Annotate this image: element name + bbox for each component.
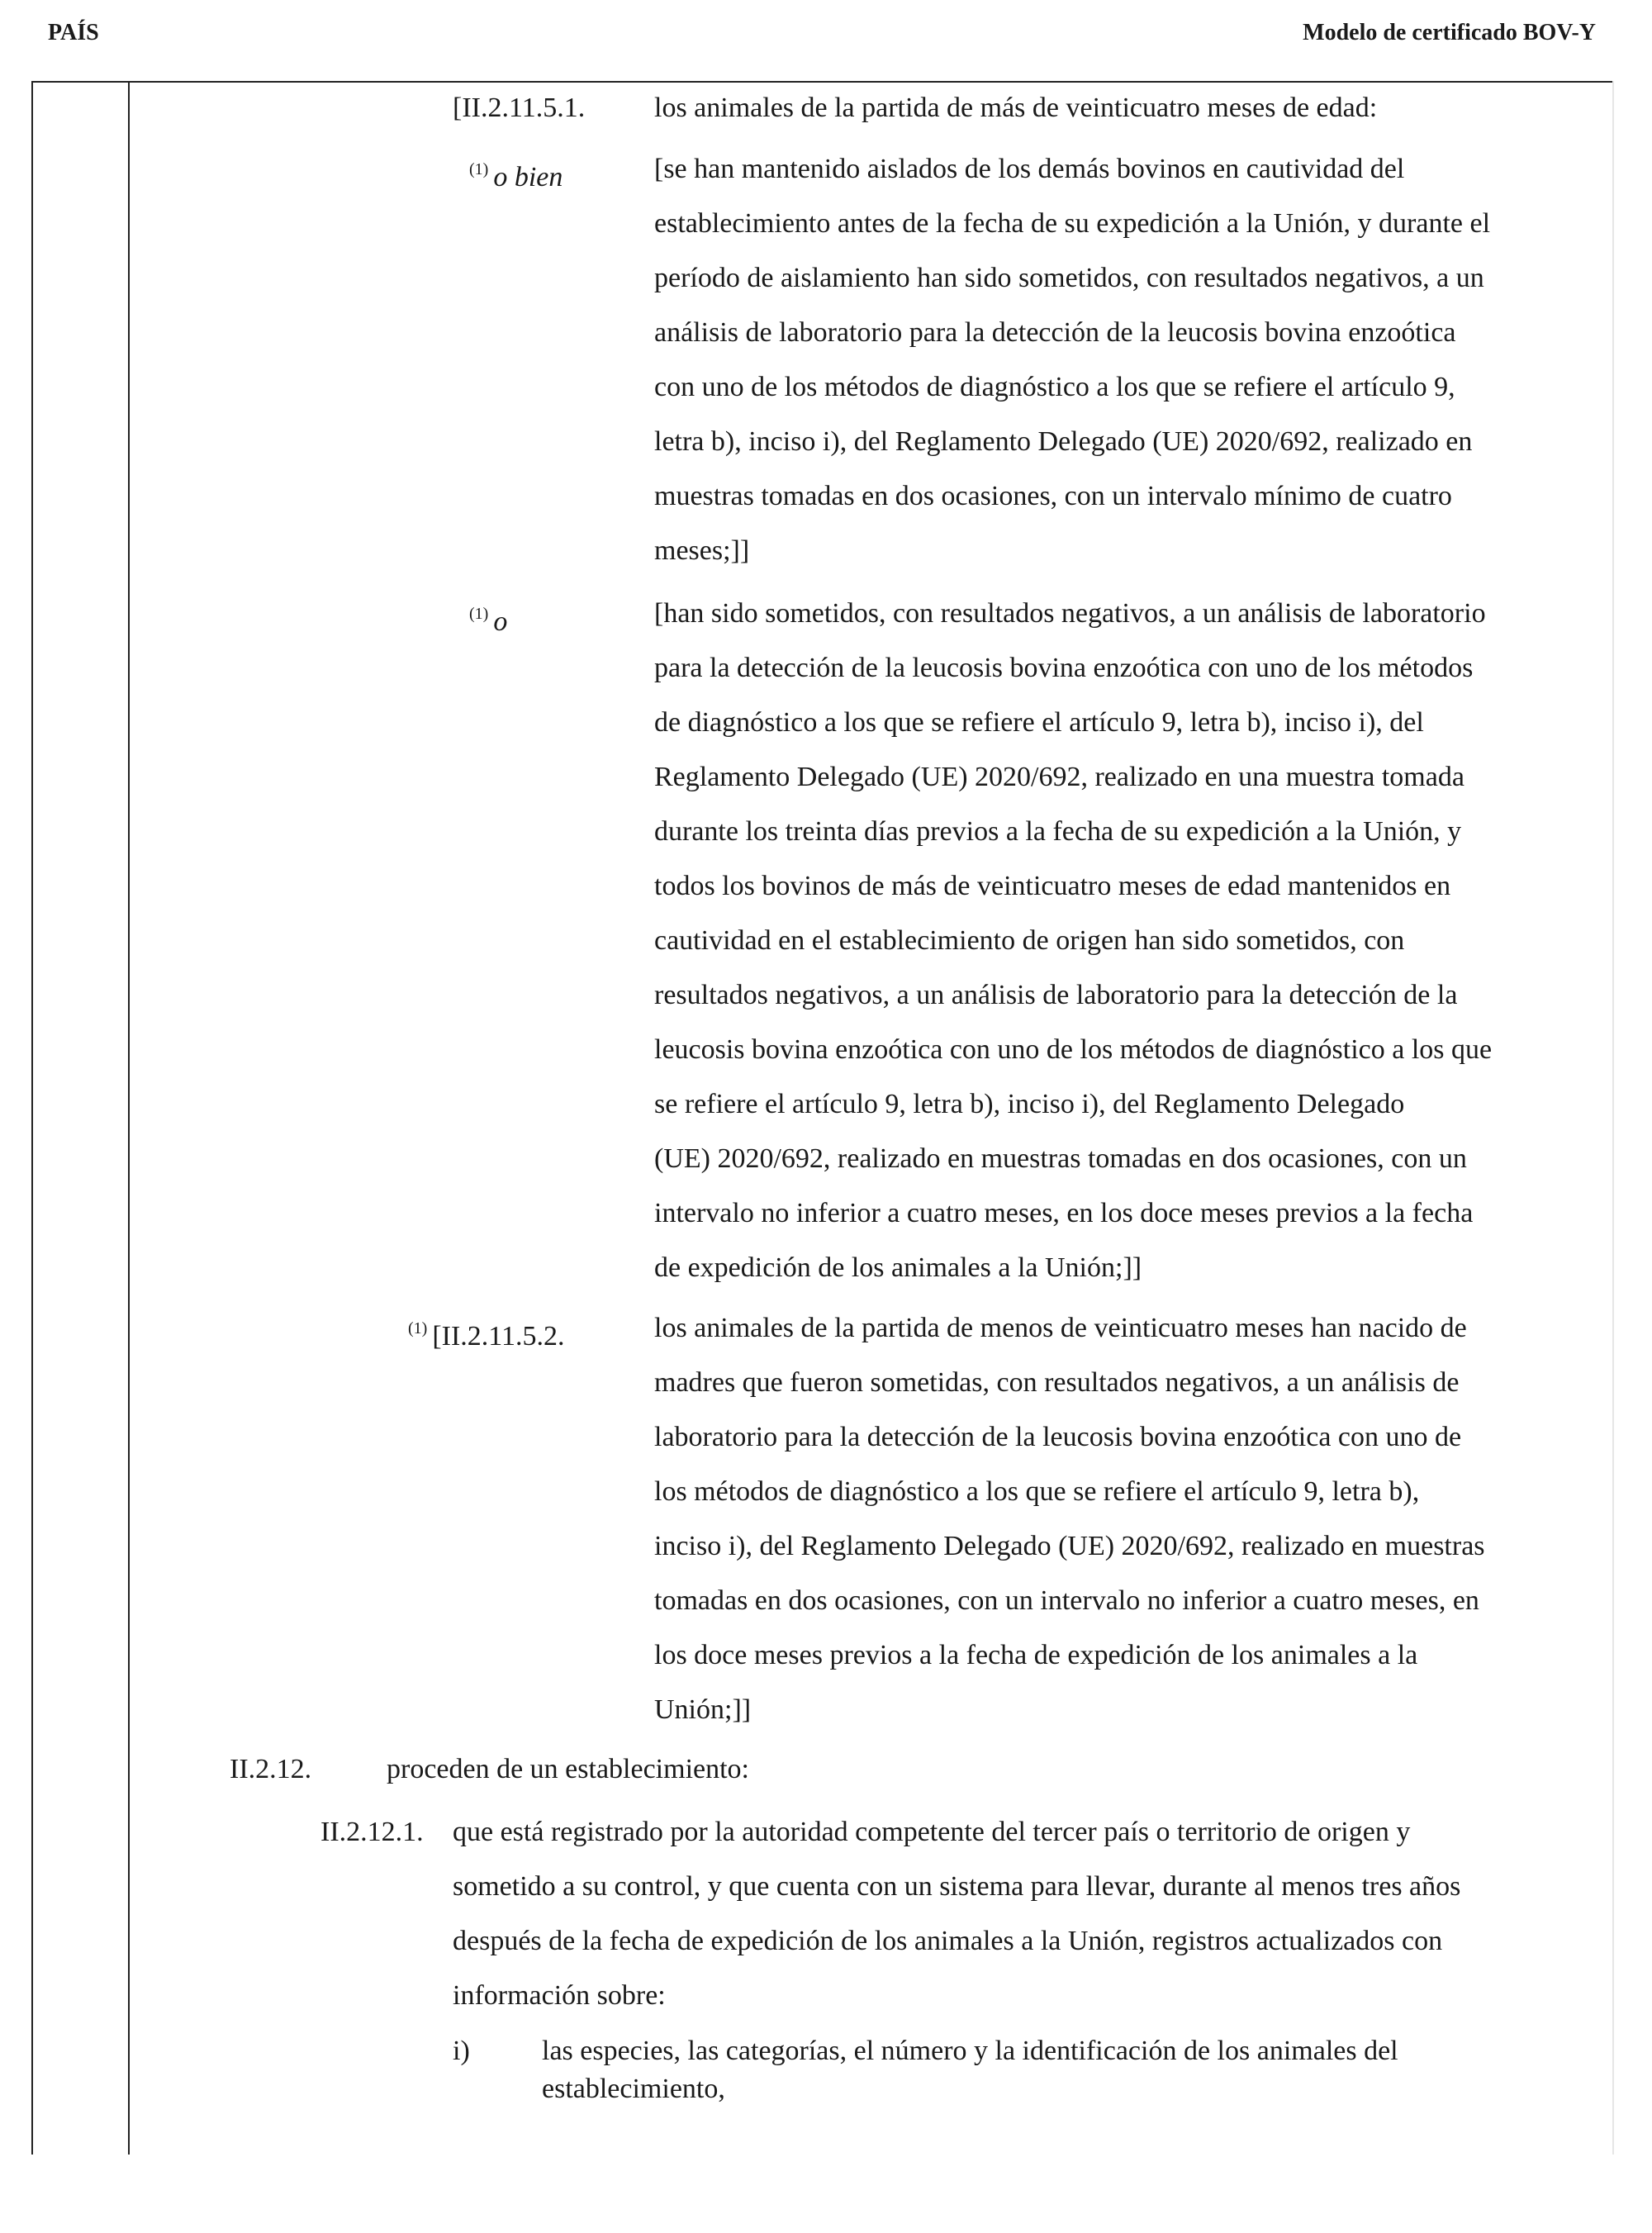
clause-text-ii-2-12-1 <box>453 1805 1460 2023</box>
clause-label-text: [II.2.11.5.2. <box>432 1321 565 1352</box>
text-line: los animales de la partida de menos de veinticuatro meses han nacido de <box>654 1313 1467 1343</box>
text-line: durante los treinta días previos a la fecha de su expedición a la Unión, y <box>654 816 1462 847</box>
text-line: Unión;]] <box>654 1694 752 1725</box>
text-line: madres que fueron sometidas, con resultados negativos, a un análisis de <box>654 1367 1460 1398</box>
text-line: [se han mantenido aislados de los demás bovinos en cautividad del <box>654 154 1405 184</box>
left-border <box>31 81 33 2155</box>
option-label-o <box>469 587 507 649</box>
text-line: cautividad en el establecimiento de origen han sido sometidos, con <box>654 925 1405 956</box>
text-line: se refiere el artículo 9, letra b), inciso i), del Reglamento Delegado <box>654 1089 1405 1119</box>
text-line: inciso i), del Reglamento Delegado (UE) 2020/692, realizado en muestras <box>654 1531 1485 1561</box>
option-label-text: o <box>493 606 508 637</box>
text-line: establecimiento, <box>542 2074 725 2104</box>
text-line: los métodos de diagnóstico a los que se refiere el artículo 9, letra b), <box>654 1476 1420 1507</box>
text-line: laboratorio para la detección de la leucosis bovina enzoótica con uno de <box>654 1422 1462 1452</box>
text-line: todos los bovinos de más de veinticuatro meses de edad mantenidos en <box>654 871 1451 901</box>
text-line: los animales de la partida de más de veinticuatro meses de edad: <box>654 93 1378 123</box>
text-line: para la detección de la leucosis bovina enzoótica con uno de los métodos <box>654 653 1474 683</box>
text-line: los doce meses previos a la fecha de expedición de los animales a la <box>654 1640 1418 1670</box>
text-line: con uno de los métodos de diagnóstico a los que se refiere el artículo 9, <box>654 372 1455 402</box>
text-line: tomadas en dos ocasiones, con un intervalo no inferior a cuatro meses, en <box>654 1585 1479 1616</box>
footnote-marker: (1) <box>469 605 489 623</box>
text-line: leucosis bovina enzoótica con uno de los métodos de diagnóstico a los que <box>654 1034 1493 1065</box>
text-line: que está registrado por la autoridad competente del tercer país o territorio de origen y <box>453 1817 1411 1847</box>
text-line: intervalo no inferior a cuatro meses, en los doce meses previos a la fecha <box>654 1198 1474 1228</box>
text-line: de expedición de los animales a la Unión;]] <box>654 1252 1142 1283</box>
text-line: proceden de un establecimiento: <box>387 1754 749 1784</box>
footnote-marker: (1) <box>408 1319 428 1337</box>
clause-label-ii-2-12-1: II.2.12.1. <box>320 1817 424 1847</box>
right-border <box>1612 81 1614 2155</box>
clause-text-ii-2-11-5-1 <box>654 81 1377 135</box>
clause-text-ii-2-11-5-2 <box>654 1301 1485 1737</box>
text-line: meses;]] <box>654 535 750 566</box>
footnote-marker: (1) <box>469 160 489 178</box>
text-line: (UE) 2020/692, realizado en muestras tomadas en dos ocasiones, con un <box>654 1143 1467 1174</box>
text-line: muestras tomadas en dos ocasiones, con un intervalo mínimo de cuatro <box>654 481 1452 511</box>
text-line: establecimiento antes de la fecha de su expedición a la Unión, y durante el <box>654 208 1491 239</box>
clause-label-ii-2-11-5-2 <box>408 1301 565 1364</box>
option-text-o <box>654 587 1492 1295</box>
text-line: sometido a su control, y que cuenta con un sistema para llevar, durante al menos tres años <box>453 1871 1461 1902</box>
text-line: información sobre: <box>453 1980 666 2011</box>
text-line: las especies, las categorías, el número y la identificación de los animales del <box>542 2036 1398 2066</box>
text-line: después de la fecha de expedición de los animales a la Unión, registros actualizados con <box>453 1926 1443 1956</box>
text-line: período de aislamiento han sido sometidos, con resultados negativos, a un <box>654 263 1484 293</box>
header-certificate-model: Modelo de certificado BOV-Y <box>1303 20 1596 45</box>
option-label-text: o bien <box>493 162 563 192</box>
item-label-i: i) <box>453 2036 470 2066</box>
text-line: letra b), inciso i), del Reglamento Delegado (UE) 2020/692, realizado en <box>654 426 1473 457</box>
text-line: de diagnóstico a los que se refiere el artículo 9, letra b), inciso i), del <box>654 707 1424 738</box>
header-country: PAÍS <box>48 20 99 45</box>
option-label-o-bien <box>469 142 563 205</box>
clause-text-ii-2-12 <box>387 1742 749 1797</box>
text-line: resultados negativos, a un análisis de laboratorio para la detección de la <box>654 980 1458 1010</box>
option-text-o-bien <box>654 142 1490 578</box>
clause-label-ii-2-11-5-1: [II.2.11.5.1. <box>453 93 586 123</box>
inner-border <box>128 81 130 2155</box>
text-line: Reglamento Delegado (UE) 2020/692, realizado en una muestra tomada <box>654 762 1464 792</box>
text-line: [han sido sometidos, con resultados negativos, a un análisis de laboratorio <box>654 598 1486 629</box>
item-text-i <box>542 2032 1398 2108</box>
clause-label-ii-2-12: II.2.12. <box>230 1754 312 1784</box>
text-line: análisis de laboratorio para la detección de la leucosis bovina enzoótica <box>654 317 1456 348</box>
